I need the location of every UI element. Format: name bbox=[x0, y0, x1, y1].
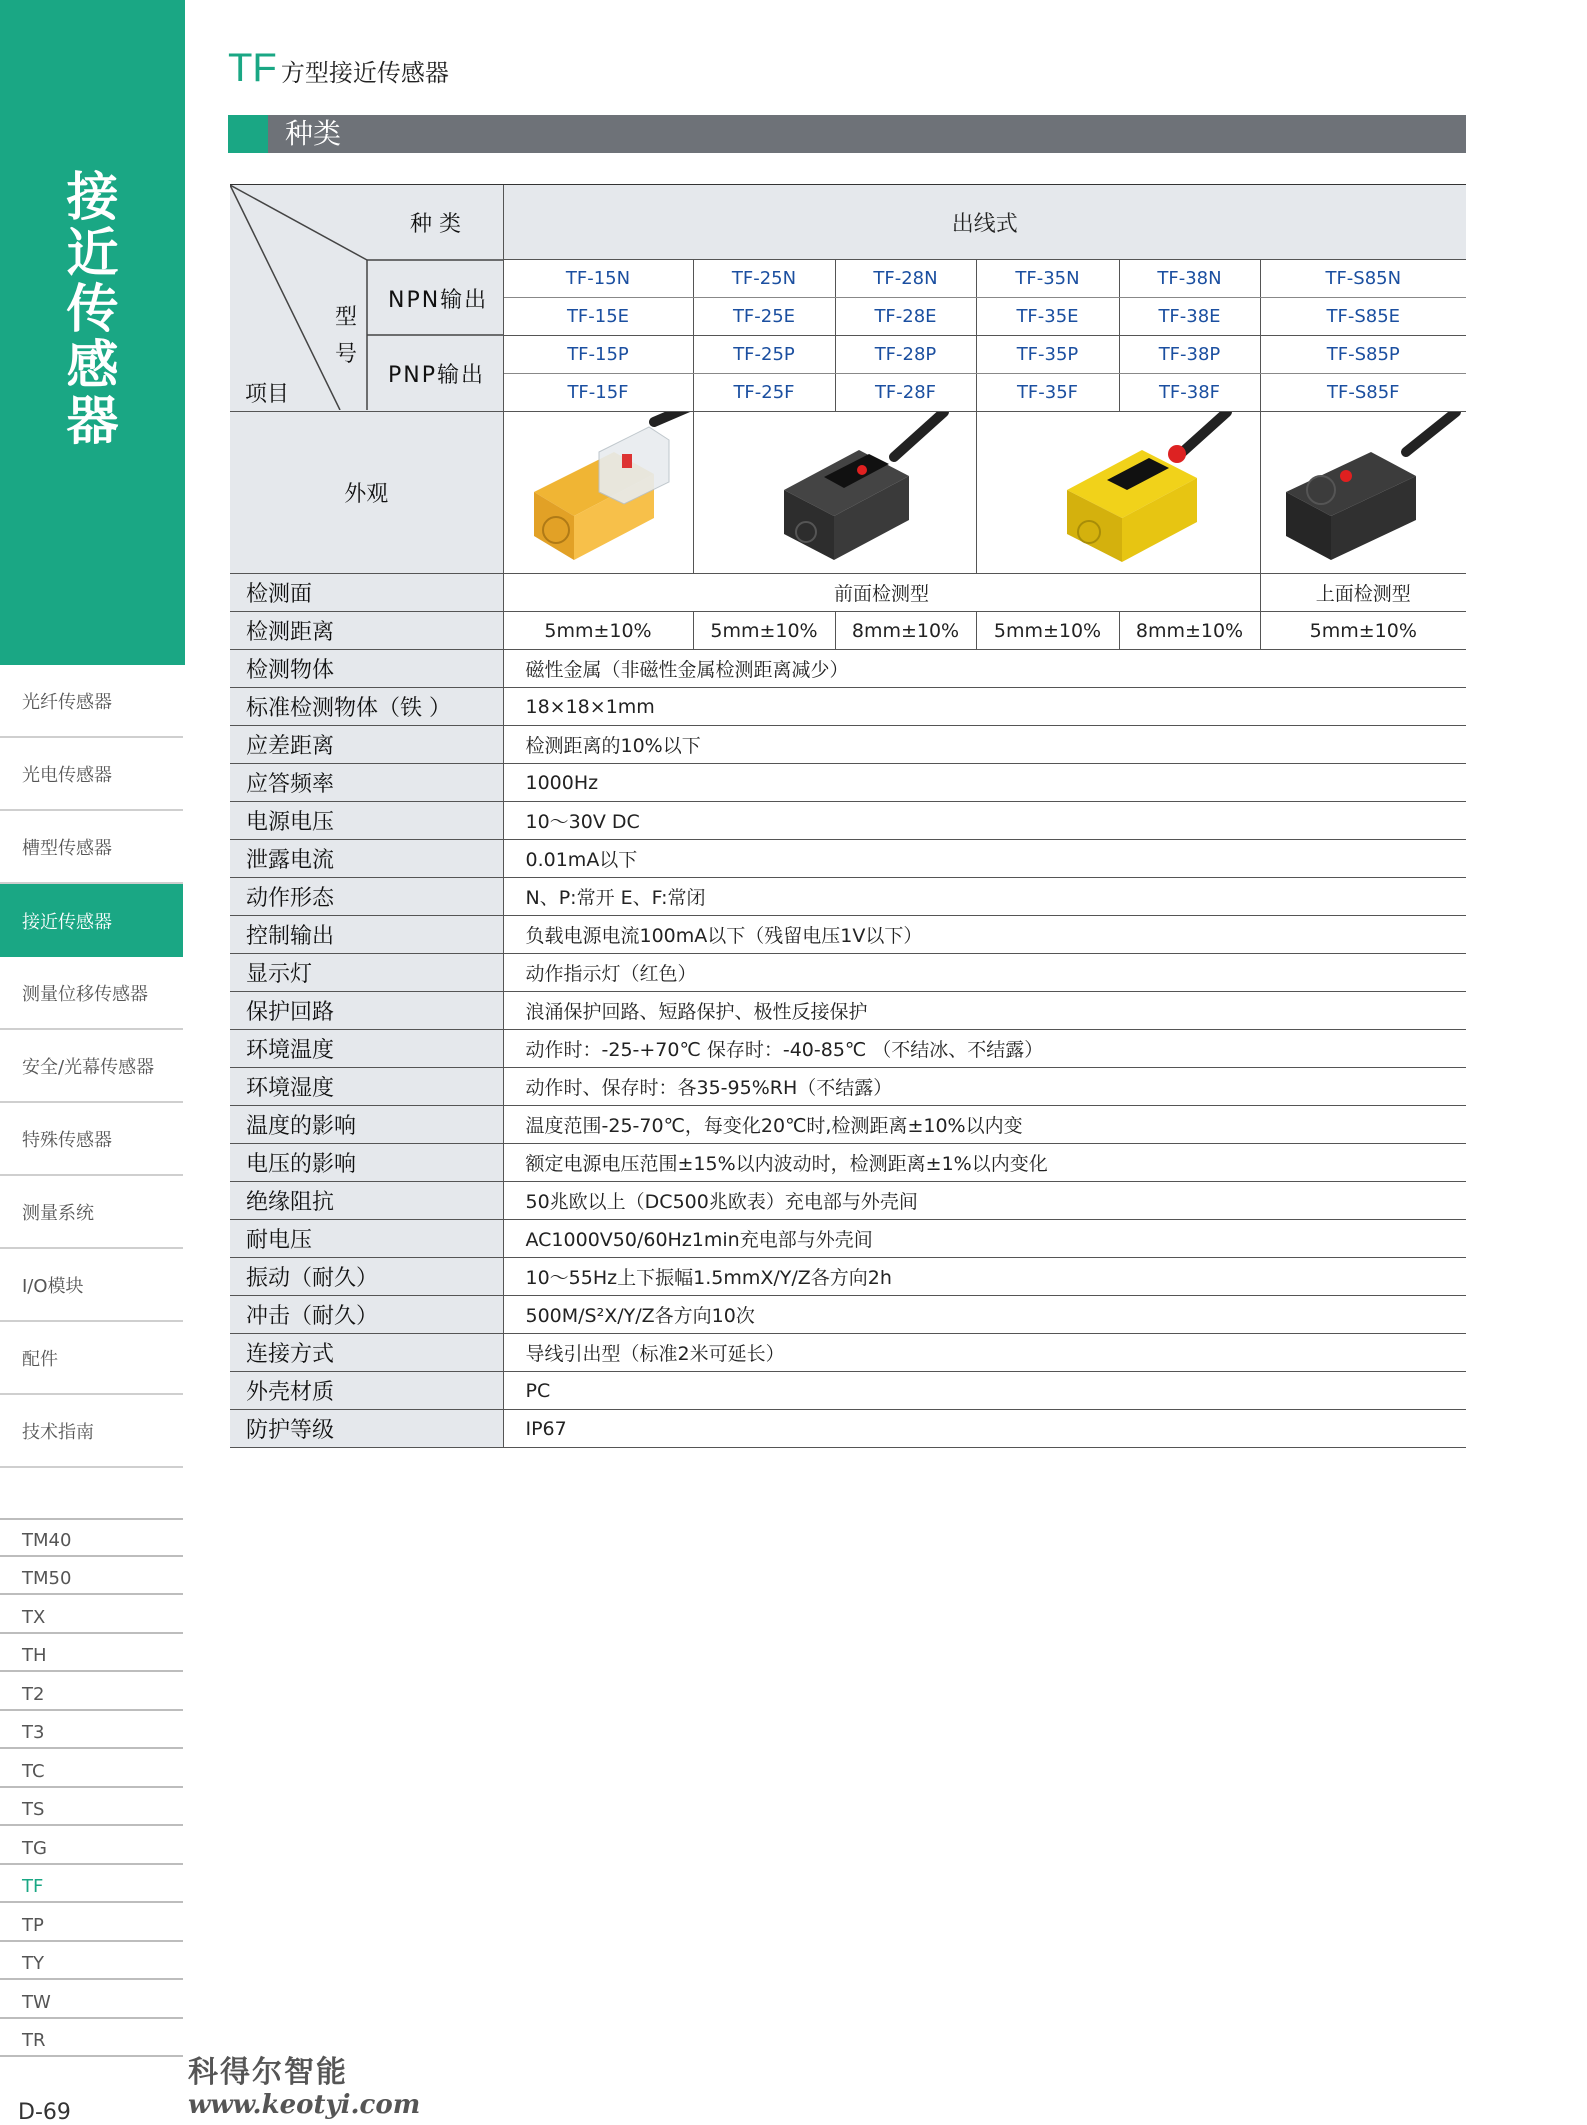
model-nav-item[interactable]: T2 bbox=[0, 1672, 183, 1711]
model-nav-item[interactable]: T3 bbox=[0, 1711, 183, 1750]
page-number: D-69 bbox=[18, 2100, 71, 2125]
detect-face-top: 上面检测型 bbox=[1260, 574, 1466, 612]
spec-value: 50兆欧以上（DC500兆欧表）充电部与外壳间 bbox=[503, 1182, 1466, 1220]
sidebar-item-5[interactable]: 安全/光幕传感器 bbox=[0, 1030, 183, 1103]
product-image-black-top bbox=[1260, 412, 1466, 574]
spec-label: 动作形态 bbox=[230, 878, 503, 916]
model-cell: TF-S85P bbox=[1260, 336, 1466, 374]
spec-label: 应答频率 bbox=[230, 764, 503, 802]
spec-value: IP67 bbox=[503, 1410, 1466, 1448]
model-nav-item[interactable]: TH bbox=[0, 1634, 183, 1673]
sidebar-banner bbox=[0, 0, 185, 665]
spec-label: 耐电压 bbox=[230, 1220, 503, 1258]
spec-value: 导线引出型（标准2米可延长） bbox=[503, 1334, 1466, 1372]
model-cell: TF-28F bbox=[835, 374, 976, 412]
sidebar-item-0[interactable]: 光纤传感器 bbox=[0, 665, 183, 738]
spec-value: AC1000V50/60Hz1min充电部与外壳间 bbox=[503, 1220, 1466, 1258]
detect-face-label: 检测面 bbox=[230, 574, 503, 612]
sidebar-item-3[interactable]: 接近传感器 bbox=[0, 884, 183, 957]
corner-item: 项目 bbox=[245, 382, 290, 407]
table-row bbox=[230, 1258, 1466, 1296]
table-row bbox=[230, 1144, 1466, 1182]
spec-label: 电压的影响 bbox=[230, 1144, 503, 1182]
spec-label: 环境湿度 bbox=[230, 1068, 503, 1106]
detect-dist-value: 5mm±10% bbox=[1260, 612, 1466, 650]
table-row bbox=[230, 878, 1466, 916]
table-row bbox=[230, 1410, 1466, 1448]
spec-value: 10～30V DC bbox=[503, 802, 1466, 840]
sidebar-item-1[interactable]: 光电传感器 bbox=[0, 738, 183, 811]
watermark-name: 科得尔智能 bbox=[188, 2055, 348, 2090]
table-row bbox=[230, 688, 1466, 726]
table-row bbox=[230, 764, 1466, 802]
spec-label: 电源电压 bbox=[230, 802, 503, 840]
spec-table bbox=[230, 185, 1466, 1448]
spec-value: 浪涌保护回路、短路保护、极性反接保护 bbox=[503, 992, 1466, 1030]
model-nav-item[interactable]: TC bbox=[0, 1749, 183, 1788]
page-header bbox=[228, 46, 449, 91]
spec-label: 外壳材质 bbox=[230, 1372, 503, 1410]
table-row bbox=[230, 1220, 1466, 1258]
spec-label: 绝缘阻抗 bbox=[230, 1182, 503, 1220]
table-row bbox=[230, 1334, 1466, 1372]
model-cell: TF-38N bbox=[1119, 260, 1260, 298]
model-nav-item[interactable]: TR bbox=[0, 2019, 183, 2058]
table-row bbox=[230, 650, 1466, 688]
detect-dist-value: 5mm±10% bbox=[503, 612, 693, 650]
spec-label: 泄露电流 bbox=[230, 840, 503, 878]
appearance-label: 外观 bbox=[230, 412, 503, 574]
model-cell: TF-15N bbox=[503, 260, 693, 298]
model-nav-item[interactable]: TW bbox=[0, 1980, 183, 2019]
table-row bbox=[230, 840, 1466, 878]
spec-label: 防护等级 bbox=[230, 1410, 503, 1448]
sidebar-item-7[interactable]: 测量系统 bbox=[0, 1176, 183, 1249]
model-nav-item[interactable]: TG bbox=[0, 1826, 183, 1865]
model-cell: TF-28P bbox=[835, 336, 976, 374]
detect-dist-value: 5mm±10% bbox=[976, 612, 1119, 650]
model-cell: TF-25P bbox=[693, 336, 835, 374]
corner-model: 型 bbox=[335, 305, 358, 330]
model-nav-item[interactable]: TS bbox=[0, 1788, 183, 1827]
spec-label: 应差距离 bbox=[230, 726, 503, 764]
model-cell: TF-35P bbox=[976, 336, 1119, 374]
model-cell: TF-28N bbox=[835, 260, 976, 298]
section-accent bbox=[228, 115, 268, 153]
spec-label: 冲击（耐久） bbox=[230, 1296, 503, 1334]
table-row bbox=[230, 1296, 1466, 1334]
spec-value: 负载电源电流100mA以下（残留电压1V以下） bbox=[503, 916, 1466, 954]
model-cell: TF-35F bbox=[976, 374, 1119, 412]
model-nav-item[interactable]: TF bbox=[0, 1865, 183, 1904]
table-row bbox=[230, 916, 1466, 954]
output-type-header: 出线式 bbox=[503, 185, 1466, 260]
watermark bbox=[188, 2056, 420, 2120]
detect-face-front: 前面检测型 bbox=[503, 574, 1260, 612]
spec-value: 检测距离的10%以下 bbox=[503, 726, 1466, 764]
model-cell: TF-S85N bbox=[1260, 260, 1466, 298]
sidebar-item-9[interactable]: 配件 bbox=[0, 1322, 183, 1395]
spec-value: 动作指示灯（红色） bbox=[503, 954, 1466, 992]
sidebar-title: 接 近 传 感 器 bbox=[66, 168, 119, 452]
spec-label: 连接方式 bbox=[230, 1334, 503, 1372]
table-row bbox=[230, 954, 1466, 992]
model-cell: TF-38E bbox=[1119, 298, 1260, 336]
spec-value: PC bbox=[503, 1372, 1466, 1410]
spec-value: 额定电源电压范围±15%以内波动时，检测距离±1%以内变化 bbox=[503, 1144, 1466, 1182]
sidebar-item-6[interactable]: 特殊传感器 bbox=[0, 1103, 183, 1176]
model-cell: TF-S85E bbox=[1260, 298, 1466, 336]
model-cell: TF-15E bbox=[503, 298, 693, 336]
table-row bbox=[230, 1106, 1466, 1144]
product-image-yellow bbox=[976, 412, 1260, 574]
sensor-black-top-icon bbox=[1261, 412, 1466, 568]
spec-value: 温度范围-25-70℃，每变化20℃时,检测距离±10%以内变 bbox=[503, 1106, 1466, 1144]
section-bar bbox=[228, 115, 1466, 153]
model-nav-item[interactable]: TP bbox=[0, 1903, 183, 1942]
model-nav-item[interactable]: TM40 bbox=[0, 1518, 183, 1557]
model-nav-item[interactable]: TY bbox=[0, 1942, 183, 1981]
spec-label: 显示灯 bbox=[230, 954, 503, 992]
spec-value: 18×18×1mm bbox=[503, 688, 1466, 726]
product-image-yellow-clear bbox=[503, 412, 693, 574]
table-row bbox=[230, 1182, 1466, 1220]
series-name: 方型接近传感器 bbox=[280, 59, 449, 87]
model-nav-item[interactable]: TM50 bbox=[0, 1557, 183, 1596]
corner-model2: 号 bbox=[335, 342, 358, 367]
table-row bbox=[230, 1372, 1466, 1410]
table-row bbox=[230, 1068, 1466, 1106]
table-row bbox=[230, 1030, 1466, 1068]
corner-pnp: PNP输出 bbox=[388, 363, 485, 388]
sidebar-item-10[interactable]: 技术指南 bbox=[0, 1395, 183, 1468]
sidebar-item-4[interactable]: 测量位移传感器 bbox=[0, 957, 183, 1030]
series-code: TF bbox=[228, 46, 277, 90]
model-cell: TF-35E bbox=[976, 298, 1119, 336]
spec-value: 动作时、保存时：各35-95%RH（不结露） bbox=[503, 1068, 1466, 1106]
spec-label: 环境温度 bbox=[230, 1030, 503, 1068]
model-cell: TF-28E bbox=[835, 298, 976, 336]
model-cell: TF-38F bbox=[1119, 374, 1260, 412]
spec-value: N、P:常开 E、F:常闭 bbox=[503, 878, 1466, 916]
spec-value: 1000Hz bbox=[503, 764, 1466, 802]
sensor-yellow-clear-icon bbox=[504, 412, 693, 568]
sensor-black-icon bbox=[694, 412, 976, 568]
corner-cell bbox=[230, 185, 503, 412]
sidebar-item-2[interactable]: 槽型传感器 bbox=[0, 811, 183, 884]
corner-npn: NPN输出 bbox=[388, 288, 489, 313]
spec-value: 0.01mA以下 bbox=[503, 840, 1466, 878]
table-row bbox=[230, 992, 1466, 1030]
spec-value: 500M/S²X/Y/Z各方向10次 bbox=[503, 1296, 1466, 1334]
spec-label: 温度的影响 bbox=[230, 1106, 503, 1144]
table-row bbox=[230, 802, 1466, 840]
model-cell: TF-25E bbox=[693, 298, 835, 336]
spec-label: 检测物体 bbox=[230, 650, 503, 688]
model-cell: TF-35N bbox=[976, 260, 1119, 298]
spec-label: 控制输出 bbox=[230, 916, 503, 954]
sidebar-item-8[interactable]: I/O模块 bbox=[0, 1249, 183, 1322]
sensor-yellow-icon bbox=[977, 412, 1259, 568]
spec-label: 保护回路 bbox=[230, 992, 503, 1030]
spec-value: 动作时：-25-+70℃ 保存时：-40-85℃ （不结冰、不结露） bbox=[503, 1030, 1466, 1068]
model-cell: TF-38P bbox=[1119, 336, 1260, 374]
spec-label: 标准检测物体（铁 ） bbox=[230, 688, 503, 726]
model-cell: TF-15F bbox=[503, 374, 693, 412]
detect-dist-value: 8mm±10% bbox=[1119, 612, 1260, 650]
model-cell: TF-15P bbox=[503, 336, 693, 374]
model-cell: TF-S85F bbox=[1260, 374, 1466, 412]
model-cell: TF-25F bbox=[693, 374, 835, 412]
corner-kind: 种 类 bbox=[410, 212, 461, 237]
watermark-url: www.keotyi.com bbox=[188, 2090, 421, 2120]
detect-dist-label: 检测距离 bbox=[230, 612, 503, 650]
product-image-black bbox=[693, 412, 976, 574]
spec-value: 10～55Hz上下振幅1.5mmX/Y/Z各方向2h bbox=[503, 1258, 1466, 1296]
detect-dist-value: 5mm±10% bbox=[693, 612, 835, 650]
table-row bbox=[230, 726, 1466, 764]
spec-label: 振动（耐久） bbox=[230, 1258, 503, 1296]
spec-value: 磁性金属（非磁性金属检测距离减少） bbox=[503, 650, 1466, 688]
detect-dist-value: 8mm±10% bbox=[835, 612, 976, 650]
section-title: 种类 bbox=[285, 117, 342, 150]
model-nav-item[interactable]: TX bbox=[0, 1595, 183, 1634]
model-cell: TF-25N bbox=[693, 260, 835, 298]
